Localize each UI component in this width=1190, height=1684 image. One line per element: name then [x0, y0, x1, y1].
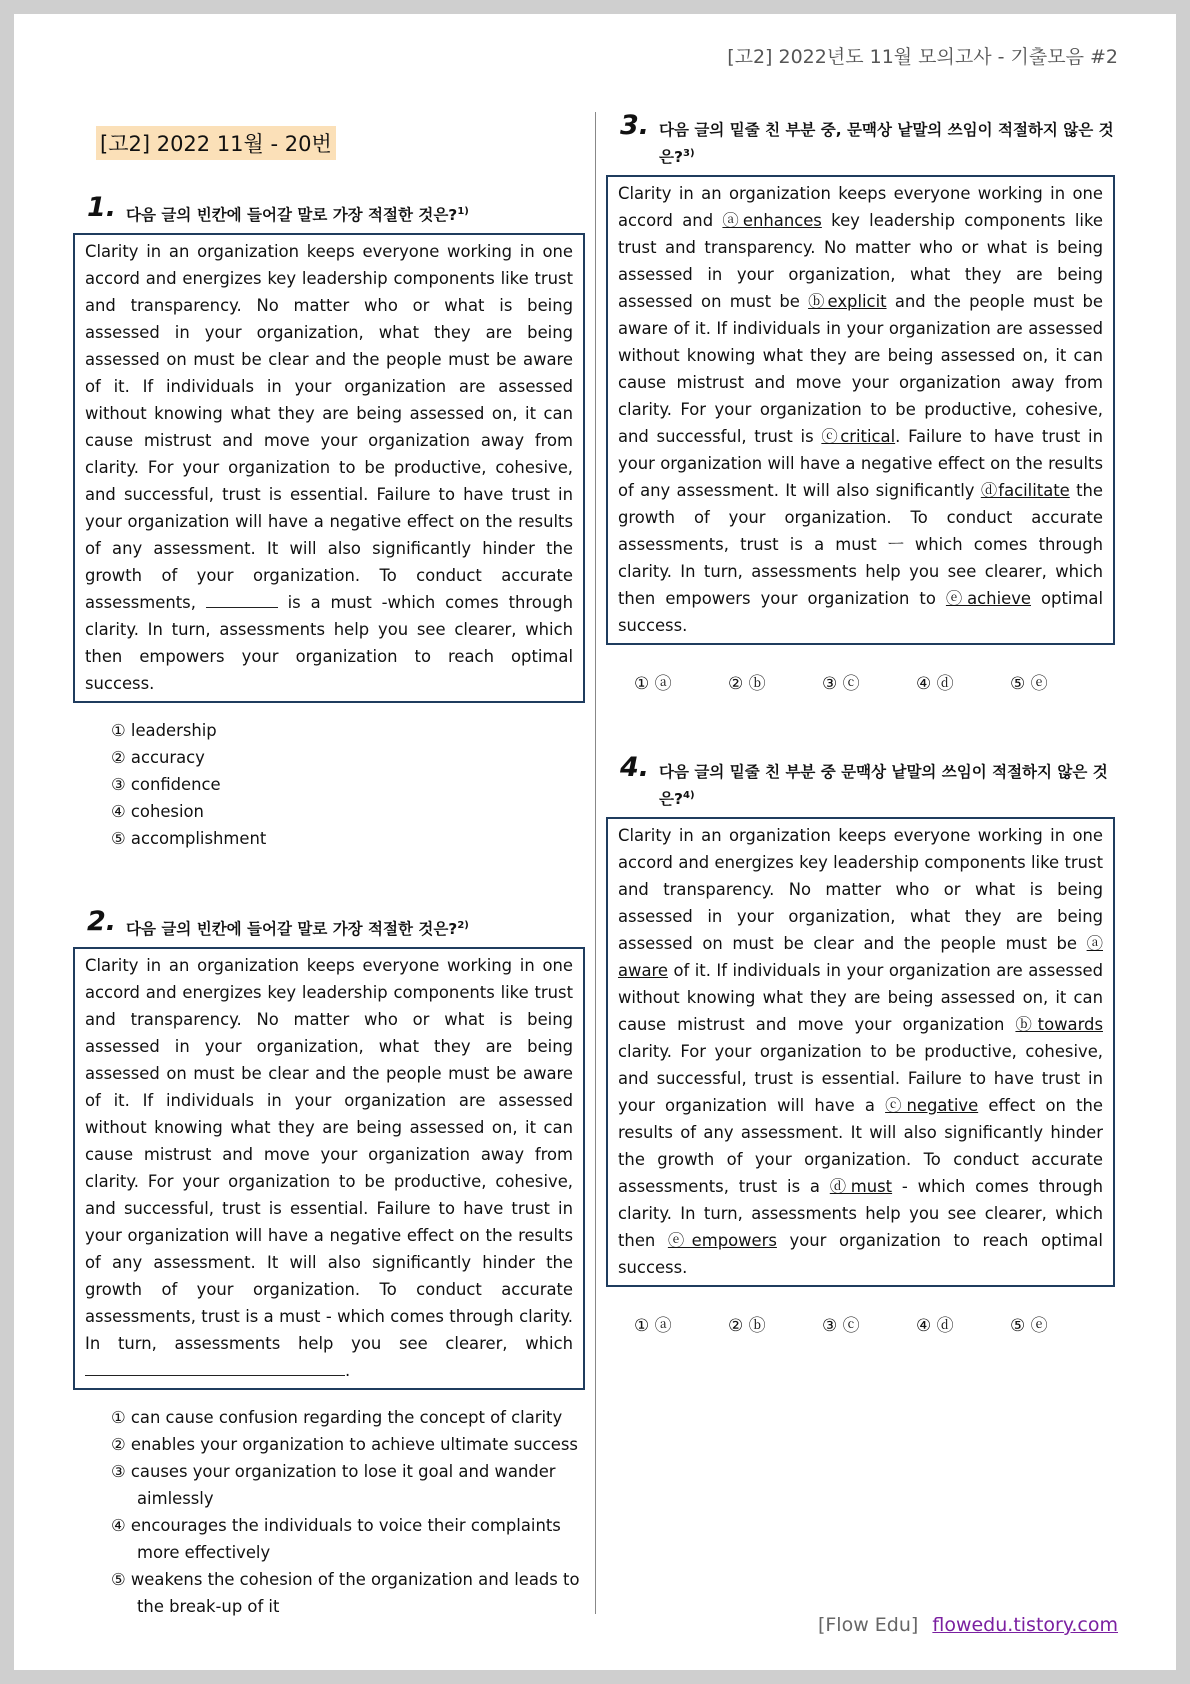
question-number: 2. — [87, 906, 117, 938]
passage-text: Clarity in an organization keeps everyone working in one accord and energizes key leadership components like trust and transparency. No matter who or what is being assessed in your organization, what they are being assessed on must be clear and the people must be — [618, 826, 1103, 954]
question-2-heading — [73, 908, 585, 941]
question-3-heading — [606, 112, 1115, 169]
left-column — [73, 126, 585, 1620]
choice-5[interactable]: ⑤ accomplishment — [111, 829, 267, 849]
question-4-heading — [606, 754, 1115, 811]
underlined-word-d: ⓓmust — [829, 1177, 893, 1197]
choice-4[interactable]: ④ ⓓ — [916, 1316, 954, 1337]
underlined-word-b: ⓑexplicit — [808, 292, 887, 312]
footnote-ref: 4) — [683, 790, 695, 802]
question-prompt: 다음 글의 밑줄 친 부분 중 문맥상 낱말의 쓰임이 적절하지 않은 것은? — [659, 763, 1108, 809]
underlined-word-c: ⓒnegative — [885, 1096, 979, 1116]
passage-text: Clarity in an organization keeps everyone working in one accord and energizes key leadership components like trust and transparency. No matter who or what is being assessed in your organization, what they are being assessed on must be clear and the people must be aware of it. If individuals in your organization are assessed without knowing what they are being assessed on, it can cause mistrust and move your organization away from clarity. For your organization to be productive, cohesive, and successful, trust is essential. Failure to have trust in your organization will have a negative effect on the results of any assessment. It will also significantly hinder the growth of your organization. To conduct accurate assessments, — [85, 242, 573, 613]
passage-text: effect on the results of any assessment. It will also significantly hinder the growth of your organization. To conduct accurate assessments, trust is a — [618, 1096, 1103, 1197]
choice-5[interactable]: ⑤ ⓔ — [1010, 674, 1048, 695]
question-prompt: 다음 글의 빈칸에 들어갈 말로 가장 적절한 것은? — [126, 920, 458, 939]
answer-blank — [206, 591, 278, 608]
underlined-word-e: ⓔempowers — [667, 1231, 777, 1251]
footnote-ref: 1) — [457, 206, 469, 217]
choice-4[interactable]: ④ cohesion — [111, 802, 204, 822]
choice-5[interactable]: ⑤ weakens the cohesion of the organization and leads to the break-up of it — [111, 1570, 580, 1617]
underlined-word-c: ⓒcritical — [821, 427, 896, 447]
question-number: 3. — [620, 110, 650, 141]
choice-2[interactable]: ② ⓑ — [728, 674, 766, 695]
worksheet-page — [14, 14, 1176, 1670]
question-number: 4. — [620, 752, 650, 784]
answer-blank — [85, 1359, 345, 1376]
page-header-title: [고2] 2022년도 11월 모의고사 - 기출모음 #2 — [727, 46, 1118, 68]
passage-text: Clarity in an organization keeps everyone working in one accord and — [618, 184, 1103, 231]
question-3-passage — [606, 175, 1115, 645]
right-column — [606, 112, 1115, 1336]
passage-text: the growth of your organization. To conduct accurate assessments, trust is a must ㅡ which comes through clarity. In turn, assessments help you see clearer, which then empowers your organization to — [618, 481, 1103, 609]
passage-text: your organization to reach optimal success. — [618, 1231, 1103, 1278]
question-4-passage — [606, 817, 1115, 1287]
passage-text: and the people must be aware of it. If individuals in your organization are assessed without knowing what they are being assessed on, it can cause mistrust and move your organization away from clarity. For your organization to be productive, cohesive, and successful, trust is — [618, 292, 1104, 447]
choice-1[interactable]: ① ⓐ — [634, 1316, 672, 1337]
choice-5[interactable]: ⑤ ⓔ — [1010, 1316, 1048, 1337]
choice-1[interactable]: ① can cause confusion regarding the concept of clarity — [111, 1408, 563, 1428]
column-divider — [595, 112, 596, 1614]
choice-2[interactable]: ② ⓑ — [728, 1316, 766, 1337]
choice-2[interactable]: ② enables your organization to achieve ultimate success — [111, 1435, 578, 1455]
choice-4[interactable]: ④ ⓓ — [916, 674, 954, 695]
passage-text: key leadership components like trust and transparency. No matter who or what is being assessed in your organization, what they are being assessed on must be — [618, 211, 1103, 312]
underlined-word-e: ⓔachieve — [945, 589, 1031, 609]
question-prompt: 다음 글의 빈칸에 들어갈 말로 가장 적절한 것은? — [126, 206, 458, 225]
question-2-choices — [73, 1404, 585, 1620]
passage-end: . — [345, 1361, 351, 1381]
passage-text: clarity. For your organization to be productive, cohesive, and successful, trust is essential. Failure to have trust in your organization will have a — [618, 1042, 1103, 1116]
section-tag: [고2] 2022 11월 - 20번 — [96, 126, 336, 160]
passage-text: Clarity in an organization keeps everyone working in one accord and energizes key leadership components like trust and transparency. No matter who or what is being assessed in your organization, what they are being assessed on must be clear and the people must be aware of it. If individuals in your organization are assessed without knowing what they are being assessed on, it can cause mistrust and move your organization away from clarity. For your organization to be productive, cohesive, and successful, trust is essential. Failure to have trust in your organization will have a negative effect on the results of any assessment. It will also significantly hinder the growth of your organization. To conduct accurate assessments, trust is a must - which comes through clarity. In turn, assessments help you see clearer, which — [85, 956, 573, 1354]
footer-source: [Flow Edu] — [817, 1614, 919, 1636]
choice-1[interactable]: ① leadership — [111, 721, 217, 741]
question-3-choices — [634, 669, 1115, 694]
passage-text: - which comes through clarity. In turn, assessments help you see clearer, which then — [618, 1177, 1103, 1251]
question-1-passage — [73, 233, 585, 703]
underlined-word-d: ⓓfacilitate — [980, 481, 1070, 501]
choice-3[interactable]: ③ ⓒ — [822, 1316, 860, 1337]
footnote-ref: 3) — [683, 148, 695, 159]
choice-3[interactable]: ③ confidence — [111, 775, 221, 795]
question-number: 1. — [87, 192, 117, 223]
passage-text: of it. If individuals in your organization are assessed without knowing what they are being assessed on, it can cause mistrust and move your organization — [618, 961, 1103, 1035]
underlined-word-a: ⓐ aware — [618, 934, 1103, 981]
question-2-passage — [73, 947, 585, 1390]
choice-2[interactable]: ② accuracy — [111, 748, 205, 768]
choice-3[interactable]: ③ ⓒ — [822, 674, 860, 695]
question-text — [126, 194, 469, 227]
footnote-ref: 2) — [457, 920, 469, 932]
question-1-heading — [73, 194, 585, 227]
question-text — [659, 754, 1115, 811]
passage-text: optimal success. — [618, 589, 1104, 636]
page-footer — [818, 1614, 1118, 1636]
underlined-word-b: ⓑtowards — [1015, 1015, 1103, 1035]
choice-4[interactable]: ④ encourages the individuals to voice their complaints more effectively — [111, 1516, 561, 1563]
underlined-word-a: ⓐenhances — [722, 211, 822, 231]
question-1-choices — [73, 717, 585, 852]
question-prompt: 다음 글의 밑줄 친 부분 중, 문맥상 낱말의 쓰임이 적절하지 않은 것은? — [659, 121, 1114, 167]
choice-1[interactable]: ① ⓐ — [634, 674, 672, 695]
question-4-choices — [634, 1311, 1115, 1336]
choice-3[interactable]: ③ causes your organization to lose it goal and wander aimlessly — [111, 1462, 556, 1509]
question-text — [659, 112, 1115, 169]
passage-text: . Failure to have trust in your organization will have a negative effect on the results of any assessment. It will also significantly — [618, 427, 1103, 501]
question-text — [126, 908, 469, 941]
footer-link[interactable]: flowedu.tistory.com — [932, 1614, 1118, 1636]
passage-text: is a must -which comes through clarity. In turn, assessments help you see clearer, which then empowers your organization to reach optimal success. — [85, 593, 574, 694]
